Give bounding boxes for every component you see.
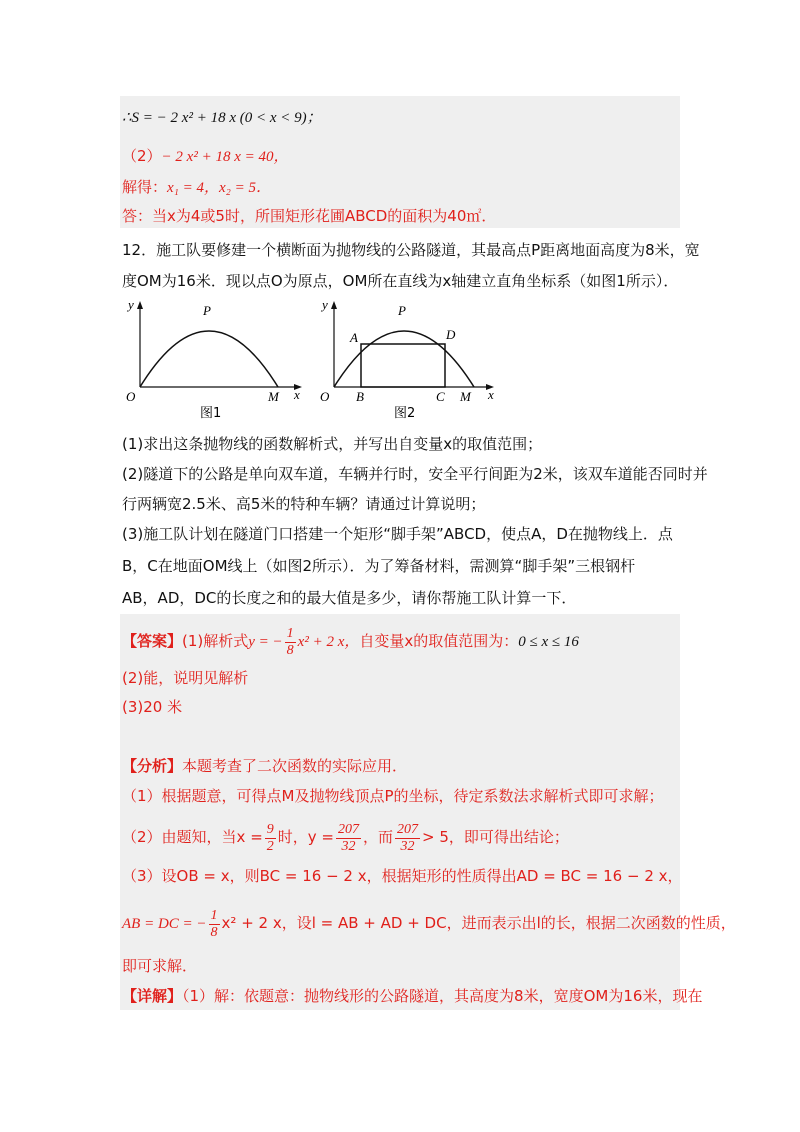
fig2-b-label: B [356,389,364,404]
fig1-m-label: M [268,389,279,404]
analysis-step-1: （1）根据题意，可得点M及抛物线顶点P的坐标，待定系数法求解析式即可求解； [122,787,664,805]
answer-line-2: (2)能，说明见解析 [122,669,249,687]
question-3-line-1: (3)施工队计划在隧道门口搭建一个矩形“脚手架”ABCD，使点A，D在抛物线上．点 [122,525,673,543]
answer-line-1: 【答案】(1)解析式y = − $\frac{1}{8}$ x² + 2 x，自变量x的取值范围为：0 ≤ x ≤ 16 [122,625,579,658]
question-3-line-2: B，C在地面OM线上（如图2所示）．为了筹备材料，需测算“脚手架”三根钢杆 [122,557,636,575]
parabola-figures [118,295,518,425]
analysis-step-3: （3）设OB = x，则BC = 16 − 2 x，根据矩形的性质得出AD = BC = 16 − 2 x， [122,867,683,885]
fig1-p-label: P [203,303,211,318]
fraction-207-32-a: $\frac{207}{32}$ [337,821,359,854]
fraction-one-eighth-b: $\frac{1}{8}$ [210,907,218,940]
fraction-207-32-b: $\frac{207}{32}$ [397,821,418,854]
problem-text-2: 度OM为16米．现以点O为原点，OM所在直线为x轴建立直角坐标系（如图1所示）． [122,272,679,290]
fig2-x-label: x [488,387,494,402]
analysis-step-2: （2）由题知，当x = $\frac{9}{2}$ 时，y = $\frac{207}{32}$ ，而 $\frac{207}{32}$ > 5，即可得出结论； [122,821,569,854]
fig1-x-label: x [294,387,300,402]
analysis-step-4: AB = DC = − $\frac{1}{8}$ x² + 2 x，设l = AB + AD + DC，进而表示出l的长，根据二次函数的性质， [122,907,736,940]
fig1-caption: 图1 [200,406,222,421]
problem-text-1: 12．施工队要修建一个横断面为抛物线的公路隧道，其最高点P距离地面高度为8米，宽 [122,241,700,259]
answer-line-3: (3)20 米 [122,698,183,716]
fraction-nine-halves: $\frac{9}{2}$ [266,821,274,854]
analysis-intro: 【分析】本题考查了二次函数的实际应用． [122,757,408,775]
fig2-c-label: C [436,389,445,404]
solved-roots: 解得：x₁ = 4，x₂ = 5． [122,178,272,196]
question-2-line-2: 行两辆宽2.5米、高5米的特种车辆？请通过计算说明； [122,495,486,513]
s-formula-line: ∴S = − 2 x² + 18 x (0 < x < 9)； [122,110,322,126]
final-answer-area: 答：当x为4或5时，所围矩形花圃ABCD的面积为40㎡． [122,207,497,225]
question-3-line-3: AB，AD，DC的长度之和的最大值是多少，请你帮施工队计算一下． [122,589,577,607]
fig2-o-label: O [320,389,330,404]
fraction-one-eighth: $\frac{1}{8}$ [286,625,294,658]
fig1-y-label: y [128,297,134,312]
fig2-m-label: M [460,389,471,404]
question-2-line-1: (2)隧道下的公路是单向双车道，车辆并行时，安全平行间距为2米，该双车道能否同时并 [122,465,708,483]
analysis-step-5: 即可求解． [122,957,198,975]
fig1-o-label: O [126,389,136,404]
part2-equation: （2）− 2 x² + 18 x = 40， [122,147,289,165]
fig2-a-label: A [350,330,358,345]
fig2-y-label: y [322,297,328,312]
detail-line: 【详解】（1）解：依题意：抛物线形的公路隧道，其高度为8米，宽度OM为16米，现在 [122,987,703,1005]
question-1: (1)求出这条抛物线的函数解析式，并写出自变量x的取值范围； [122,435,543,453]
figure-1 [126,297,302,421]
figure-2 [320,297,494,421]
fig2-p-label: P [398,303,406,318]
fig2-d-label: D [446,327,456,342]
fig2-caption: 图2 [394,406,416,421]
